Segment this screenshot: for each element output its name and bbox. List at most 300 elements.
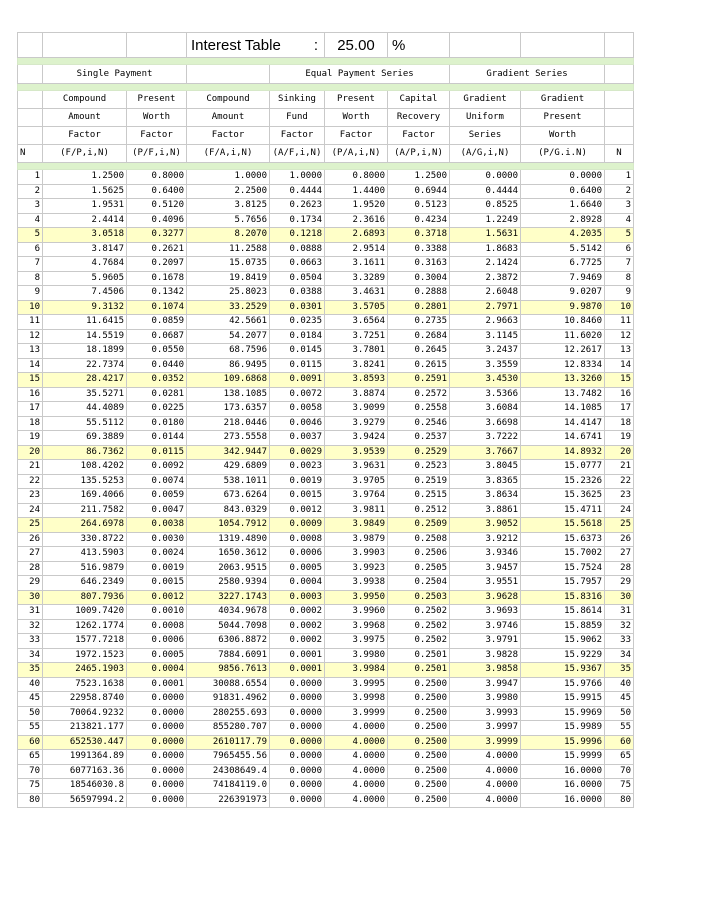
factor-value: 7965455.56 <box>187 750 270 765</box>
factor-value: 0.2558 <box>388 402 450 417</box>
factor-value: 3.9764 <box>325 489 388 504</box>
factor-value: 9856.7613 <box>187 663 270 678</box>
factor-value: 15.9989 <box>521 721 605 736</box>
table-row <box>18 170 634 185</box>
factor-value: 4.0000 <box>450 764 521 779</box>
column-header-text: Amount <box>187 109 270 127</box>
period-number: 13 <box>18 344 43 359</box>
table-row <box>18 532 634 547</box>
factor-value: 2.6893 <box>325 228 388 243</box>
factor-value: 7884.6091 <box>187 648 270 663</box>
period-number: 80 <box>18 793 43 808</box>
factor-value: 0.0000 <box>127 692 187 707</box>
factor-value: 4.0000 <box>450 750 521 765</box>
table-title <box>187 33 325 58</box>
factor-value: 16.0000 <box>521 764 605 779</box>
period-number: 20 <box>18 445 43 460</box>
factor-value: 0.4444 <box>450 184 521 199</box>
factor-value: 0.0001 <box>127 677 187 692</box>
factor-value: 5044.7098 <box>187 619 270 634</box>
factor-value: 0.0072 <box>270 387 325 402</box>
factor-value: 1.2500 <box>388 170 450 185</box>
factor-value: 0.0663 <box>270 257 325 272</box>
table-row <box>18 416 634 431</box>
table-row <box>18 590 634 605</box>
period-number: 4 <box>18 213 43 228</box>
factor-value: 3.9998 <box>325 692 388 707</box>
factor-value: 0.0012 <box>270 503 325 518</box>
period-number: 6 <box>18 242 43 257</box>
column-header-text: Recovery <box>388 109 450 127</box>
factor-value: 218.0446 <box>187 416 270 431</box>
factor-notation: (P/F,i,N) <box>127 145 187 163</box>
factor-value: 4.2035 <box>521 228 605 243</box>
section-equal-payment-series: Equal Payment Series <box>270 65 450 84</box>
factor-value: 3.0518 <box>43 228 127 243</box>
period-number: 5 <box>18 228 43 243</box>
period-number: 5 <box>605 228 634 243</box>
factor-value: 0.2502 <box>388 605 450 620</box>
column-header-text: Worth <box>325 109 388 127</box>
factor-value: 0.0009 <box>270 518 325 533</box>
factor-value: 1650.3612 <box>187 547 270 562</box>
factor-value: 211.7582 <box>43 503 127 518</box>
title-label: Interest Table <box>191 36 281 54</box>
period-number: 27 <box>18 547 43 562</box>
factor-value: 0.0504 <box>270 271 325 286</box>
factor-value: 0.2546 <box>388 416 450 431</box>
column-header-text: Fund <box>270 109 325 127</box>
factor-value: 213821.177 <box>43 721 127 736</box>
table-row <box>18 315 634 330</box>
factor-value: 3.9457 <box>450 561 521 576</box>
factor-value: 3.7251 <box>325 329 388 344</box>
period-number: 32 <box>605 619 634 634</box>
period-number: 3 <box>18 199 43 214</box>
factor-value: 2.3616 <box>325 213 388 228</box>
factor-value: 646.2349 <box>43 576 127 591</box>
factor-value: 3.8593 <box>325 373 388 388</box>
factor-value: 3.9828 <box>450 648 521 663</box>
factor-value: 0.2529 <box>388 445 450 460</box>
period-number: 23 <box>605 489 634 504</box>
factor-value: 3.1611 <box>325 257 388 272</box>
table-row <box>18 750 634 765</box>
table-row <box>18 460 634 475</box>
table-row <box>18 358 634 373</box>
factor-value: 3.9980 <box>325 648 388 663</box>
period-number: 6 <box>605 242 634 257</box>
factor-value: 6077163.36 <box>43 764 127 779</box>
factor-value: 5.7656 <box>187 213 270 228</box>
period-number: 7 <box>605 257 634 272</box>
factor-value: 0.0012 <box>127 590 187 605</box>
period-number: 25 <box>605 518 634 533</box>
factor-value: 0.5120 <box>127 199 187 214</box>
factor-value: 0.1342 <box>127 286 187 301</box>
factor-value: 0.8000 <box>325 170 388 185</box>
factor-value: 7.4506 <box>43 286 127 301</box>
factor-value: 3.9424 <box>325 431 388 446</box>
factor-value: 15.3625 <box>521 489 605 504</box>
factor-value: 264.6978 <box>43 518 127 533</box>
factor-value: 0.3004 <box>388 271 450 286</box>
column-header-text: Compound <box>187 91 270 109</box>
factor-value: 15.9229 <box>521 648 605 663</box>
notation-row <box>18 145 634 163</box>
factor-value: 0.0301 <box>270 300 325 315</box>
factor-value: 0.0115 <box>270 358 325 373</box>
factor-value: 15.2326 <box>521 474 605 489</box>
factor-value: 0.2519 <box>388 474 450 489</box>
factor-value: 3.9052 <box>450 518 521 533</box>
factor-value: 2.7971 <box>450 300 521 315</box>
column-header-text: Amount <box>43 109 127 127</box>
factor-value: 0.2500 <box>388 735 450 750</box>
period-number: 2 <box>18 184 43 199</box>
factor-value: 0.4096 <box>127 213 187 228</box>
period-number: 21 <box>18 460 43 475</box>
factor-value: 1054.7912 <box>187 518 270 533</box>
factor-value: 1.9531 <box>43 199 127 214</box>
period-number: 12 <box>18 329 43 344</box>
period-number: 55 <box>18 721 43 736</box>
factor-value: 0.6400 <box>521 184 605 199</box>
factor-value: 6306.8872 <box>187 634 270 649</box>
factor-notation: (A/F,i,N) <box>270 145 325 163</box>
column-header-text: Factor <box>187 127 270 145</box>
table-row <box>18 677 634 692</box>
period-number: 29 <box>18 576 43 591</box>
factor-value: 15.9969 <box>521 706 605 721</box>
table-row <box>18 663 634 678</box>
factor-value: 0.0235 <box>270 315 325 330</box>
factor-value: 342.9447 <box>187 445 270 460</box>
table-row <box>18 706 634 721</box>
factor-value: 855280.707 <box>187 721 270 736</box>
factor-value: 0.2500 <box>388 793 450 808</box>
factor-value: 3.7222 <box>450 431 521 446</box>
factor-value: 0.0000 <box>127 721 187 736</box>
factor-value: 0.0225 <box>127 402 187 417</box>
factor-value: 0.0000 <box>127 793 187 808</box>
period-number: 16 <box>605 387 634 402</box>
factor-value: 0.4444 <box>270 184 325 199</box>
period-number: 50 <box>605 706 634 721</box>
factor-value: 5.9605 <box>43 271 127 286</box>
factor-value: 0.0000 <box>127 706 187 721</box>
factor-value: 0.2500 <box>388 692 450 707</box>
factor-value: 3.3559 <box>450 358 521 373</box>
section-single-payment: Single Payment <box>43 65 187 84</box>
factor-value: 0.2509 <box>388 518 450 533</box>
separator-band <box>18 58 634 65</box>
factor-value: 538.1011 <box>187 474 270 489</box>
period-number: 29 <box>605 576 634 591</box>
factor-value: 0.0281 <box>127 387 187 402</box>
factor-value: 3.9279 <box>325 416 388 431</box>
factor-value: 0.2500 <box>388 779 450 794</box>
factor-value: 0.2500 <box>388 750 450 765</box>
column-header-text: Present <box>521 109 605 127</box>
factor-value: 3.6698 <box>450 416 521 431</box>
period-number: 17 <box>605 402 634 417</box>
factor-value: 3.9212 <box>450 532 521 547</box>
period-number: 10 <box>605 300 634 315</box>
table-row <box>18 373 634 388</box>
period-number: 30 <box>18 590 43 605</box>
factor-value: 15.8859 <box>521 619 605 634</box>
title-colon: : <box>313 36 318 54</box>
period-number: 24 <box>18 503 43 518</box>
period-number: 32 <box>18 619 43 634</box>
factor-value: 15.9915 <box>521 692 605 707</box>
factor-value: 0.2500 <box>388 764 450 779</box>
period-number: 18 <box>18 416 43 431</box>
factor-value: 1319.4890 <box>187 532 270 547</box>
factor-notation: (A/P,i,N) <box>388 145 450 163</box>
factor-value: 516.9879 <box>43 561 127 576</box>
period-number: 9 <box>18 286 43 301</box>
factor-notation: (F/P,i,N) <box>43 145 127 163</box>
factor-value: 22958.8740 <box>43 692 127 707</box>
factor-value: 4.7684 <box>43 257 127 272</box>
period-number: 15 <box>18 373 43 388</box>
period-number: 28 <box>18 561 43 576</box>
factor-value: 56597994.2 <box>43 793 127 808</box>
factor-value: 0.0047 <box>127 503 187 518</box>
column-header-text: Factor <box>388 127 450 145</box>
factor-value: 18546030.8 <box>43 779 127 794</box>
period-number: 34 <box>18 648 43 663</box>
period-number: 19 <box>18 431 43 446</box>
factor-value: 2.9514 <box>325 242 388 257</box>
factor-value: 3.9975 <box>325 634 388 649</box>
factor-value: 3.8365 <box>450 474 521 489</box>
table-row <box>18 242 634 257</box>
period-number: 15 <box>605 373 634 388</box>
period-number: 34 <box>605 648 634 663</box>
period-number: 33 <box>18 634 43 649</box>
factor-value: 0.1678 <box>127 271 187 286</box>
factor-value: 3.9693 <box>450 605 521 620</box>
factor-value: 14.4147 <box>521 416 605 431</box>
factor-value: 280255.693 <box>187 706 270 721</box>
factor-value: 0.2623 <box>270 199 325 214</box>
factor-value: 0.0115 <box>127 445 187 460</box>
factor-value: 68.7596 <box>187 344 270 359</box>
table-row <box>18 474 634 489</box>
factor-value: 35.5271 <box>43 387 127 402</box>
factor-value: 1.0000 <box>270 170 325 185</box>
table-row <box>18 329 634 344</box>
factor-value: 9.9870 <box>521 300 605 315</box>
factor-value: 3.8125 <box>187 199 270 214</box>
period-number: 12 <box>605 329 634 344</box>
factor-value: 0.0006 <box>127 634 187 649</box>
factor-value: 0.0029 <box>270 445 325 460</box>
factor-value: 15.6373 <box>521 532 605 547</box>
period-number: 40 <box>18 677 43 692</box>
factor-value: 0.2801 <box>388 300 450 315</box>
factor-value: 0.0015 <box>270 489 325 504</box>
factor-value: 0.3163 <box>388 257 450 272</box>
factor-value: 0.8000 <box>127 170 187 185</box>
table-row <box>18 445 634 460</box>
factor-value: 0.0004 <box>127 663 187 678</box>
factor-value: 86.9495 <box>187 358 270 373</box>
factor-value: 673.6264 <box>187 489 270 504</box>
factor-value: 42.5661 <box>187 315 270 330</box>
factor-value: 3.7801 <box>325 344 388 359</box>
period-number: 23 <box>18 489 43 504</box>
factor-value: 0.2591 <box>388 373 450 388</box>
column-header-text: Factor <box>325 127 388 145</box>
factor-value: 226391973 <box>187 793 270 808</box>
factor-value: 4.0000 <box>325 779 388 794</box>
period-number: 45 <box>18 692 43 707</box>
table-row <box>18 779 634 794</box>
period-number: 31 <box>605 605 634 620</box>
factor-value: 3.9628 <box>450 590 521 605</box>
period-number: 10 <box>18 300 43 315</box>
factor-value: 12.2617 <box>521 344 605 359</box>
table-row <box>18 387 634 402</box>
column-header-text: Worth <box>127 109 187 127</box>
factor-value: 0.2684 <box>388 329 450 344</box>
factor-value: 0.0002 <box>270 619 325 634</box>
n-column-label: N <box>18 145 43 163</box>
n-column-label: N <box>605 145 634 163</box>
factor-value: 0.0144 <box>127 431 187 446</box>
period-number: 17 <box>18 402 43 417</box>
factor-value: 3.9999 <box>450 735 521 750</box>
factor-value: 2.3872 <box>450 271 521 286</box>
factor-value: 33.2529 <box>187 300 270 315</box>
table-row <box>18 735 634 750</box>
factor-value: 0.0004 <box>270 576 325 591</box>
column-header-text: Factor <box>43 127 127 145</box>
table-row <box>18 576 634 591</box>
factor-value: 0.2515 <box>388 489 450 504</box>
factor-value: 0.6400 <box>127 184 187 199</box>
factor-value: 4.0000 <box>325 764 388 779</box>
period-number: 21 <box>605 460 634 475</box>
factor-value: 1972.1523 <box>43 648 127 663</box>
period-number: 50 <box>18 706 43 721</box>
factor-value: 0.0000 <box>270 793 325 808</box>
period-number: 70 <box>18 764 43 779</box>
factor-value: 15.9996 <box>521 735 605 750</box>
factor-value: 0.2503 <box>388 590 450 605</box>
factor-value: 0.0000 <box>127 735 187 750</box>
factor-value: 0.2502 <box>388 634 450 649</box>
factor-value: 3.9099 <box>325 402 388 417</box>
factor-value: 1.2249 <box>450 213 521 228</box>
factor-value: 15.9999 <box>521 750 605 765</box>
factor-notation: (P/G.i.N) <box>521 145 605 163</box>
factor-value: 0.2572 <box>388 387 450 402</box>
factor-value: 54.2077 <box>187 329 270 344</box>
column-header-text: Factor <box>270 127 325 145</box>
factor-value: 3.9968 <box>325 619 388 634</box>
factor-value: 3.9950 <box>325 590 388 605</box>
factor-notation: (P/A,i,N) <box>325 145 388 163</box>
factor-value: 1.4400 <box>325 184 388 199</box>
factor-value: 0.0184 <box>270 329 325 344</box>
factor-value: 4.0000 <box>450 779 521 794</box>
factor-value: 0.0687 <box>127 329 187 344</box>
factor-value: 0.2501 <box>388 648 450 663</box>
factor-value: 16.0000 <box>521 793 605 808</box>
table-row <box>18 257 634 272</box>
factor-value: 9.0207 <box>521 286 605 301</box>
factor-value: 273.5558 <box>187 431 270 446</box>
column-header-text: Gradient <box>450 91 521 109</box>
table-row <box>18 431 634 446</box>
factor-value: 3.2437 <box>450 344 521 359</box>
factor-value: 3.9960 <box>325 605 388 620</box>
period-number: 8 <box>18 271 43 286</box>
factor-value: 15.9766 <box>521 677 605 692</box>
factor-value: 1577.7218 <box>43 634 127 649</box>
period-number: 19 <box>605 431 634 446</box>
column-header-text: Factor <box>127 127 187 145</box>
factor-value: 0.0000 <box>270 779 325 794</box>
period-number: 3 <box>605 199 634 214</box>
period-number: 70 <box>605 764 634 779</box>
factor-value: 0.2500 <box>388 721 450 736</box>
column-header-text: Gradient <box>521 91 605 109</box>
factor-value: 3227.1743 <box>187 590 270 605</box>
factor-value: 2063.9515 <box>187 561 270 576</box>
factor-value: 0.0388 <box>270 286 325 301</box>
factor-value: 30088.6554 <box>187 677 270 692</box>
factor-value: 3.5366 <box>450 387 521 402</box>
factor-value: 1.5625 <box>43 184 127 199</box>
factor-value: 652530.447 <box>43 735 127 750</box>
table-row <box>18 561 634 576</box>
period-number: 75 <box>605 779 634 794</box>
table-row <box>18 547 634 562</box>
table-row <box>18 793 634 808</box>
factor-value: 0.0091 <box>270 373 325 388</box>
factor-value: 4.0000 <box>325 793 388 808</box>
factor-value: 0.0859 <box>127 315 187 330</box>
period-number: 9 <box>605 286 634 301</box>
factor-value: 4.0000 <box>450 793 521 808</box>
factor-value: 0.8525 <box>450 199 521 214</box>
period-number: 1 <box>605 170 634 185</box>
factor-value: 25.8023 <box>187 286 270 301</box>
factor-value: 0.0003 <box>270 590 325 605</box>
factor-value: 0.3388 <box>388 242 450 257</box>
factor-value: 15.9062 <box>521 634 605 649</box>
factor-value: 7.9469 <box>521 271 605 286</box>
factor-value: 4.0000 <box>325 750 388 765</box>
factor-value: 0.0006 <box>270 547 325 562</box>
factor-value: 0.2500 <box>388 706 450 721</box>
factor-value: 0.0550 <box>127 344 187 359</box>
period-number: 30 <box>605 590 634 605</box>
factor-value: 2610117.79 <box>187 735 270 750</box>
factor-value: 3.9984 <box>325 663 388 678</box>
period-number: 40 <box>605 677 634 692</box>
factor-value: 3.9879 <box>325 532 388 547</box>
factor-value: 0.0019 <box>127 561 187 576</box>
table-row <box>18 503 634 518</box>
factor-value: 0.2523 <box>388 460 450 475</box>
